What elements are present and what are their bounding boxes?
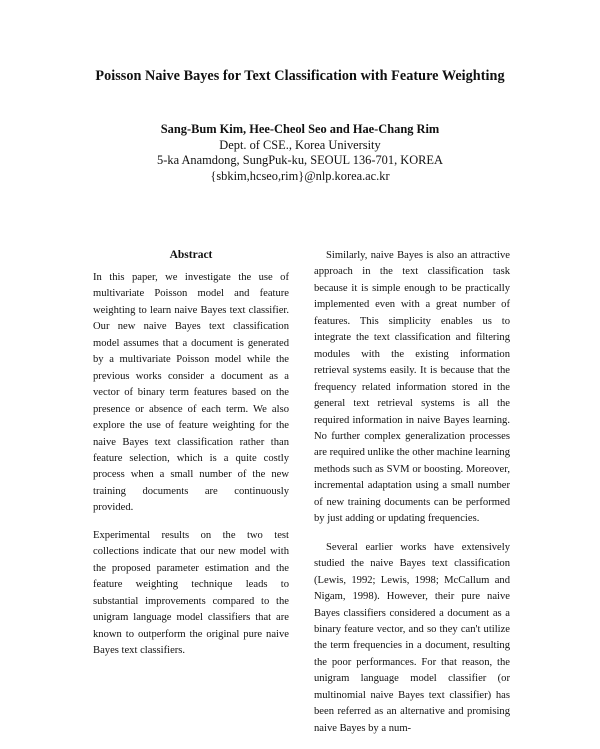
paper-title: Poisson Naive Bayes for Text Classification with Feature Weighting bbox=[95, 68, 505, 84]
left-column bbox=[93, 248, 289, 670]
author-block bbox=[100, 122, 500, 184]
abstract-heading: Abstract bbox=[169, 249, 213, 261]
author-names: Sang-Bum Kim, Hee-Cheol Seo and Hae-Chang Rim bbox=[160, 122, 440, 136]
affiliation-address: 5-ka Anamdong, SungPuk-ku, SEOUL 136-701, KOREA bbox=[157, 153, 443, 167]
author-emails: {sbkim,hcseo,rim}@nlp.korea.ac.kr bbox=[210, 168, 390, 183]
right-column bbox=[314, 248, 510, 749]
abstract-paragraph: Experimental results on the two test collections indicate that our new model with the proposed parameter estimation and the feature weighting technique leads to substantial improvements compared to the unigram language model classifiers that are known to outperform the original pure naive Bayes text classifiers. bbox=[93, 529, 289, 656]
body-paragraph: Similarly, naive Bayes is also an attractive approach in the text classification task because it is simple enough to be practically implemented even with a great number of features. This simplicity enables us to integrate the text classification and filtering modules with the existing information retrieval systems easily. It is because that the frequency related information stored in the general text retrieval systems is all the required information in naive Bayes learning. No further complex generalization processes are required unlike the other machine learning methods such as SVM or boosting. Moreover, incremental adaptation using a small number of new training documents can be performed by just adding or updating frequencies. bbox=[314, 250, 510, 525]
abstract-paragraph: In this paper, we investigate the use of multivariate Poisson model and feature weighting to learn naive Bayes text classifier. Our new naive Bayes text classification model assumes that a document is generated by a multivariate Poisson model while the previous works consider a document as a vector of binary term features based on the presence or absence of each term. We also explore the use of feature weighting for the naive Bayes text classification rather than feature selection, which is a quite costly process when a small number of the new training documents are continuously provided. bbox=[93, 272, 289, 514]
affiliation-dept: Dept. of CSE., Korea University bbox=[219, 137, 381, 152]
body-paragraph: Several earlier works have extensively studied the naive Bayes text classification (Lewis, 1992; Lewis, 1998; McCallum and Nigam, 1998). However, their pure naive Bayes classifiers considered a document as a binary feature vector, and so they can't utilize the term frequencies in a document, resulting the poor performances. For that reason, the unigram language model classifier (or multinomial naive Bayes text classifier) has been referred as an alternative and promising naive Bayes by a num- bbox=[314, 541, 510, 734]
